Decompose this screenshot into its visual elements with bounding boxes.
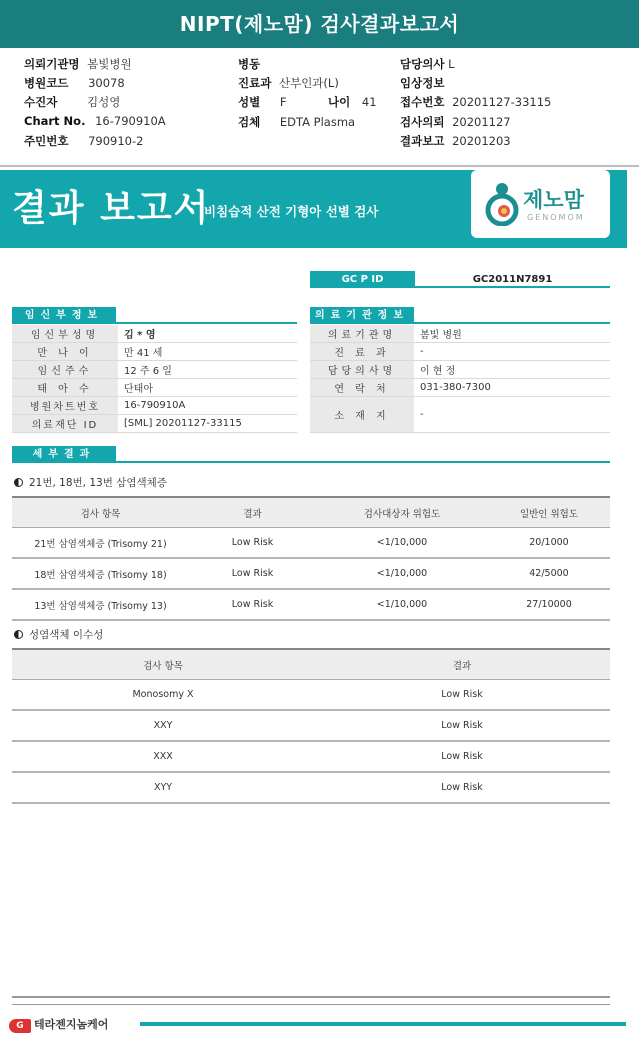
pregnant-value: [SML] 20201127-33115	[118, 415, 297, 433]
trisomy-item: 21번 삼염색체증 (Trisomy 21)	[12, 528, 189, 559]
pregnant-section-label: 임신부정보	[12, 307, 116, 324]
doctor-label: 담당의사	[400, 57, 445, 71]
age-label: 나이	[328, 95, 351, 109]
pregnant-key: 만 나 이	[12, 343, 118, 361]
specimen-label: 검체	[238, 115, 261, 129]
pregnant-value: 김 * 영	[118, 325, 297, 343]
trisomy-general-risk: 27/10000	[488, 589, 610, 620]
institution-row	[310, 379, 610, 397]
table-row	[12, 680, 610, 711]
table-row	[12, 710, 610, 741]
accession-label: 접수번호	[400, 95, 445, 109]
sex-chrom-item: XXX	[12, 741, 314, 772]
trisomy-table	[12, 496, 610, 621]
detail-section-line	[116, 461, 610, 463]
doctor-field	[400, 56, 455, 72]
trisomy-result: Low Risk	[189, 528, 316, 559]
rrn-value: 790910-2	[88, 134, 144, 148]
table-row	[12, 528, 610, 559]
sex-label: 성별	[238, 95, 261, 109]
footer-divider	[12, 996, 610, 1005]
trisomy-col-result: 결과	[189, 497, 316, 528]
trisomy-subject-risk: <1/10,000	[316, 558, 488, 589]
sex-chrom-col-item: 검사 항목	[12, 649, 314, 680]
trisomy-col-general-risk: 일반인 위험도	[488, 497, 610, 528]
sex-chrom-col-result: 결과	[314, 649, 610, 680]
accession-field	[400, 94, 551, 110]
trisomy-heading	[14, 475, 167, 490]
receiver-value: 김성영	[86, 95, 121, 109]
ward-label: 병동	[238, 57, 261, 71]
institution-section-line	[414, 322, 610, 324]
banner-title: 결과 보고서	[12, 188, 211, 229]
trisomy-header-row	[12, 497, 610, 528]
hospital-label: 의뢰기관명	[24, 57, 80, 71]
trisomy-col-item: 검사 항목	[12, 497, 189, 528]
footer-bar	[140, 1022, 626, 1026]
rrn-field	[24, 133, 143, 149]
pregnant-key: 임신부성명	[12, 325, 118, 343]
table-row	[12, 772, 610, 803]
gcpid-label: GC P ID	[310, 271, 415, 288]
trisomy-result: Low Risk	[189, 558, 316, 589]
sex-value: F	[279, 95, 287, 109]
report-title: NIPT(제노맘) 검사결과보고서	[0, 0, 639, 48]
chart-value: 16-790910A	[95, 114, 166, 128]
trisomy-item: 18번 삼염색체증 (Trisomy 18)	[12, 558, 189, 589]
sex-chrom-result: Low Risk	[314, 772, 610, 803]
accession-value: 20201127-33115	[452, 95, 552, 109]
code-value: 30078	[88, 76, 125, 90]
pregnant-row	[12, 379, 297, 397]
sex-field	[238, 94, 287, 110]
specimen-field	[238, 114, 355, 130]
institution-row	[310, 325, 610, 343]
institution-value: 이 현 정	[414, 361, 610, 379]
institution-section-label: 의료기관정보	[310, 307, 414, 324]
trisomy-heading-text: 21번, 18번, 13번 삼염색체증	[29, 477, 167, 489]
trisomy-col-subject-risk: 검사대상자 위험도	[316, 497, 488, 528]
pregnant-info-table	[12, 325, 297, 433]
report-label: 결과보고	[400, 134, 445, 148]
institution-value: -	[414, 343, 610, 361]
sex-chrom-item: XYY	[12, 772, 314, 803]
hospital-value: 봄빛병원	[87, 57, 132, 71]
pregnant-value: 16-790910A	[118, 397, 297, 415]
trisomy-general-risk: 20/1000	[488, 528, 610, 559]
receiver-label: 수진자	[24, 95, 58, 109]
genomom-mark-icon	[483, 180, 521, 230]
pregnant-row	[12, 343, 297, 361]
pregnant-key: 병원차트번호	[12, 397, 118, 415]
pregnant-row	[12, 325, 297, 343]
institution-value: 031-380-7300	[414, 379, 610, 397]
pregnant-key: 태 아 수	[12, 379, 118, 397]
request-value: 20201127	[452, 115, 511, 129]
genomom-logo	[471, 170, 610, 238]
trisomy-subject-risk: <1/10,000	[316, 528, 488, 559]
half-circle-icon	[14, 478, 23, 487]
pregnant-value: 단태아	[118, 379, 297, 397]
pregnant-row	[12, 361, 297, 379]
age-field	[328, 94, 377, 110]
trisomy-item: 13번 삼염색체증 (Trisomy 13)	[12, 589, 189, 620]
age-value: 41	[361, 95, 377, 109]
table-row	[12, 589, 610, 620]
company-logo	[9, 1016, 108, 1033]
institution-key: 담당의사명	[310, 361, 414, 379]
trisomy-result: Low Risk	[189, 589, 316, 620]
receiver-field	[24, 94, 120, 110]
trisomy-subject-risk: <1/10,000	[316, 589, 488, 620]
report-field	[400, 133, 511, 149]
institution-row	[310, 397, 610, 433]
sex-chrom-header-row	[12, 649, 610, 680]
pregnant-row	[12, 415, 297, 433]
pregnant-value: 12 주 6 일	[118, 361, 297, 379]
code-label: 병원코드	[24, 76, 69, 90]
sex-chrom-result: Low Risk	[314, 710, 610, 741]
patient-header	[0, 48, 639, 167]
dept-label: 진료과	[238, 76, 272, 90]
chart-label: Chart No.	[24, 114, 86, 128]
institution-key: 진 료 과	[310, 343, 414, 361]
table-row	[12, 558, 610, 589]
pregnant-row	[12, 397, 297, 415]
sex-chrom-heading-text: 성염색체 이수성	[29, 629, 104, 641]
banner-subtitle: 비침습적 산전 기형아 선별 검사	[204, 204, 379, 219]
table-row	[12, 741, 610, 772]
logo-eng: GENOMOM	[527, 213, 585, 222]
company-mark-icon: G	[9, 1019, 31, 1033]
sex-chrom-item: XXY	[12, 710, 314, 741]
specimen-value: EDTA Plasma	[279, 115, 356, 129]
dept-value: 산부인과(L)	[278, 76, 339, 90]
clinical-label: 임상정보	[400, 76, 445, 90]
clinical-field	[400, 75, 444, 91]
half-circle-icon	[14, 630, 23, 639]
institution-key: 소 재 지	[310, 397, 414, 433]
sex-chrom-table	[12, 648, 610, 804]
detail-section-label: 세부결과	[12, 446, 116, 463]
pregnant-section-line	[116, 322, 297, 324]
institution-value: 봄빛 병원	[414, 325, 610, 343]
chart-field	[24, 114, 166, 128]
institution-info-table	[310, 325, 610, 433]
code-field	[24, 75, 125, 91]
rrn-label: 주민번호	[24, 134, 69, 148]
request-label: 검사의뢰	[400, 115, 445, 129]
sex-chrom-result: Low Risk	[314, 680, 610, 711]
sex-chrom-item: Monosomy X	[12, 680, 314, 711]
institution-row	[310, 361, 610, 379]
hospital-field	[24, 56, 132, 72]
sex-chrom-result: Low Risk	[314, 741, 610, 772]
gcpid-value: GC2011N7891	[415, 271, 610, 288]
institution-key: 연 락 처	[310, 379, 414, 397]
pregnant-key: 임신주수	[12, 361, 118, 379]
logo-name: 제노맘	[523, 188, 584, 212]
institution-key: 의료기관명	[310, 325, 414, 343]
institution-value: -	[414, 397, 610, 433]
trisomy-general-risk: 42/5000	[488, 558, 610, 589]
dept-field	[238, 75, 339, 91]
doctor-value: L	[448, 57, 455, 71]
pregnant-value: 만 41 세	[118, 343, 297, 361]
company-name: 테라젠지놈케어	[34, 1018, 109, 1031]
report-value: 20201203	[452, 134, 511, 148]
request-field	[400, 114, 511, 130]
institution-row	[310, 343, 610, 361]
ward-field	[238, 56, 260, 72]
sex-chrom-heading	[14, 627, 103, 642]
pregnant-key: 의료재단 ID	[12, 415, 118, 433]
